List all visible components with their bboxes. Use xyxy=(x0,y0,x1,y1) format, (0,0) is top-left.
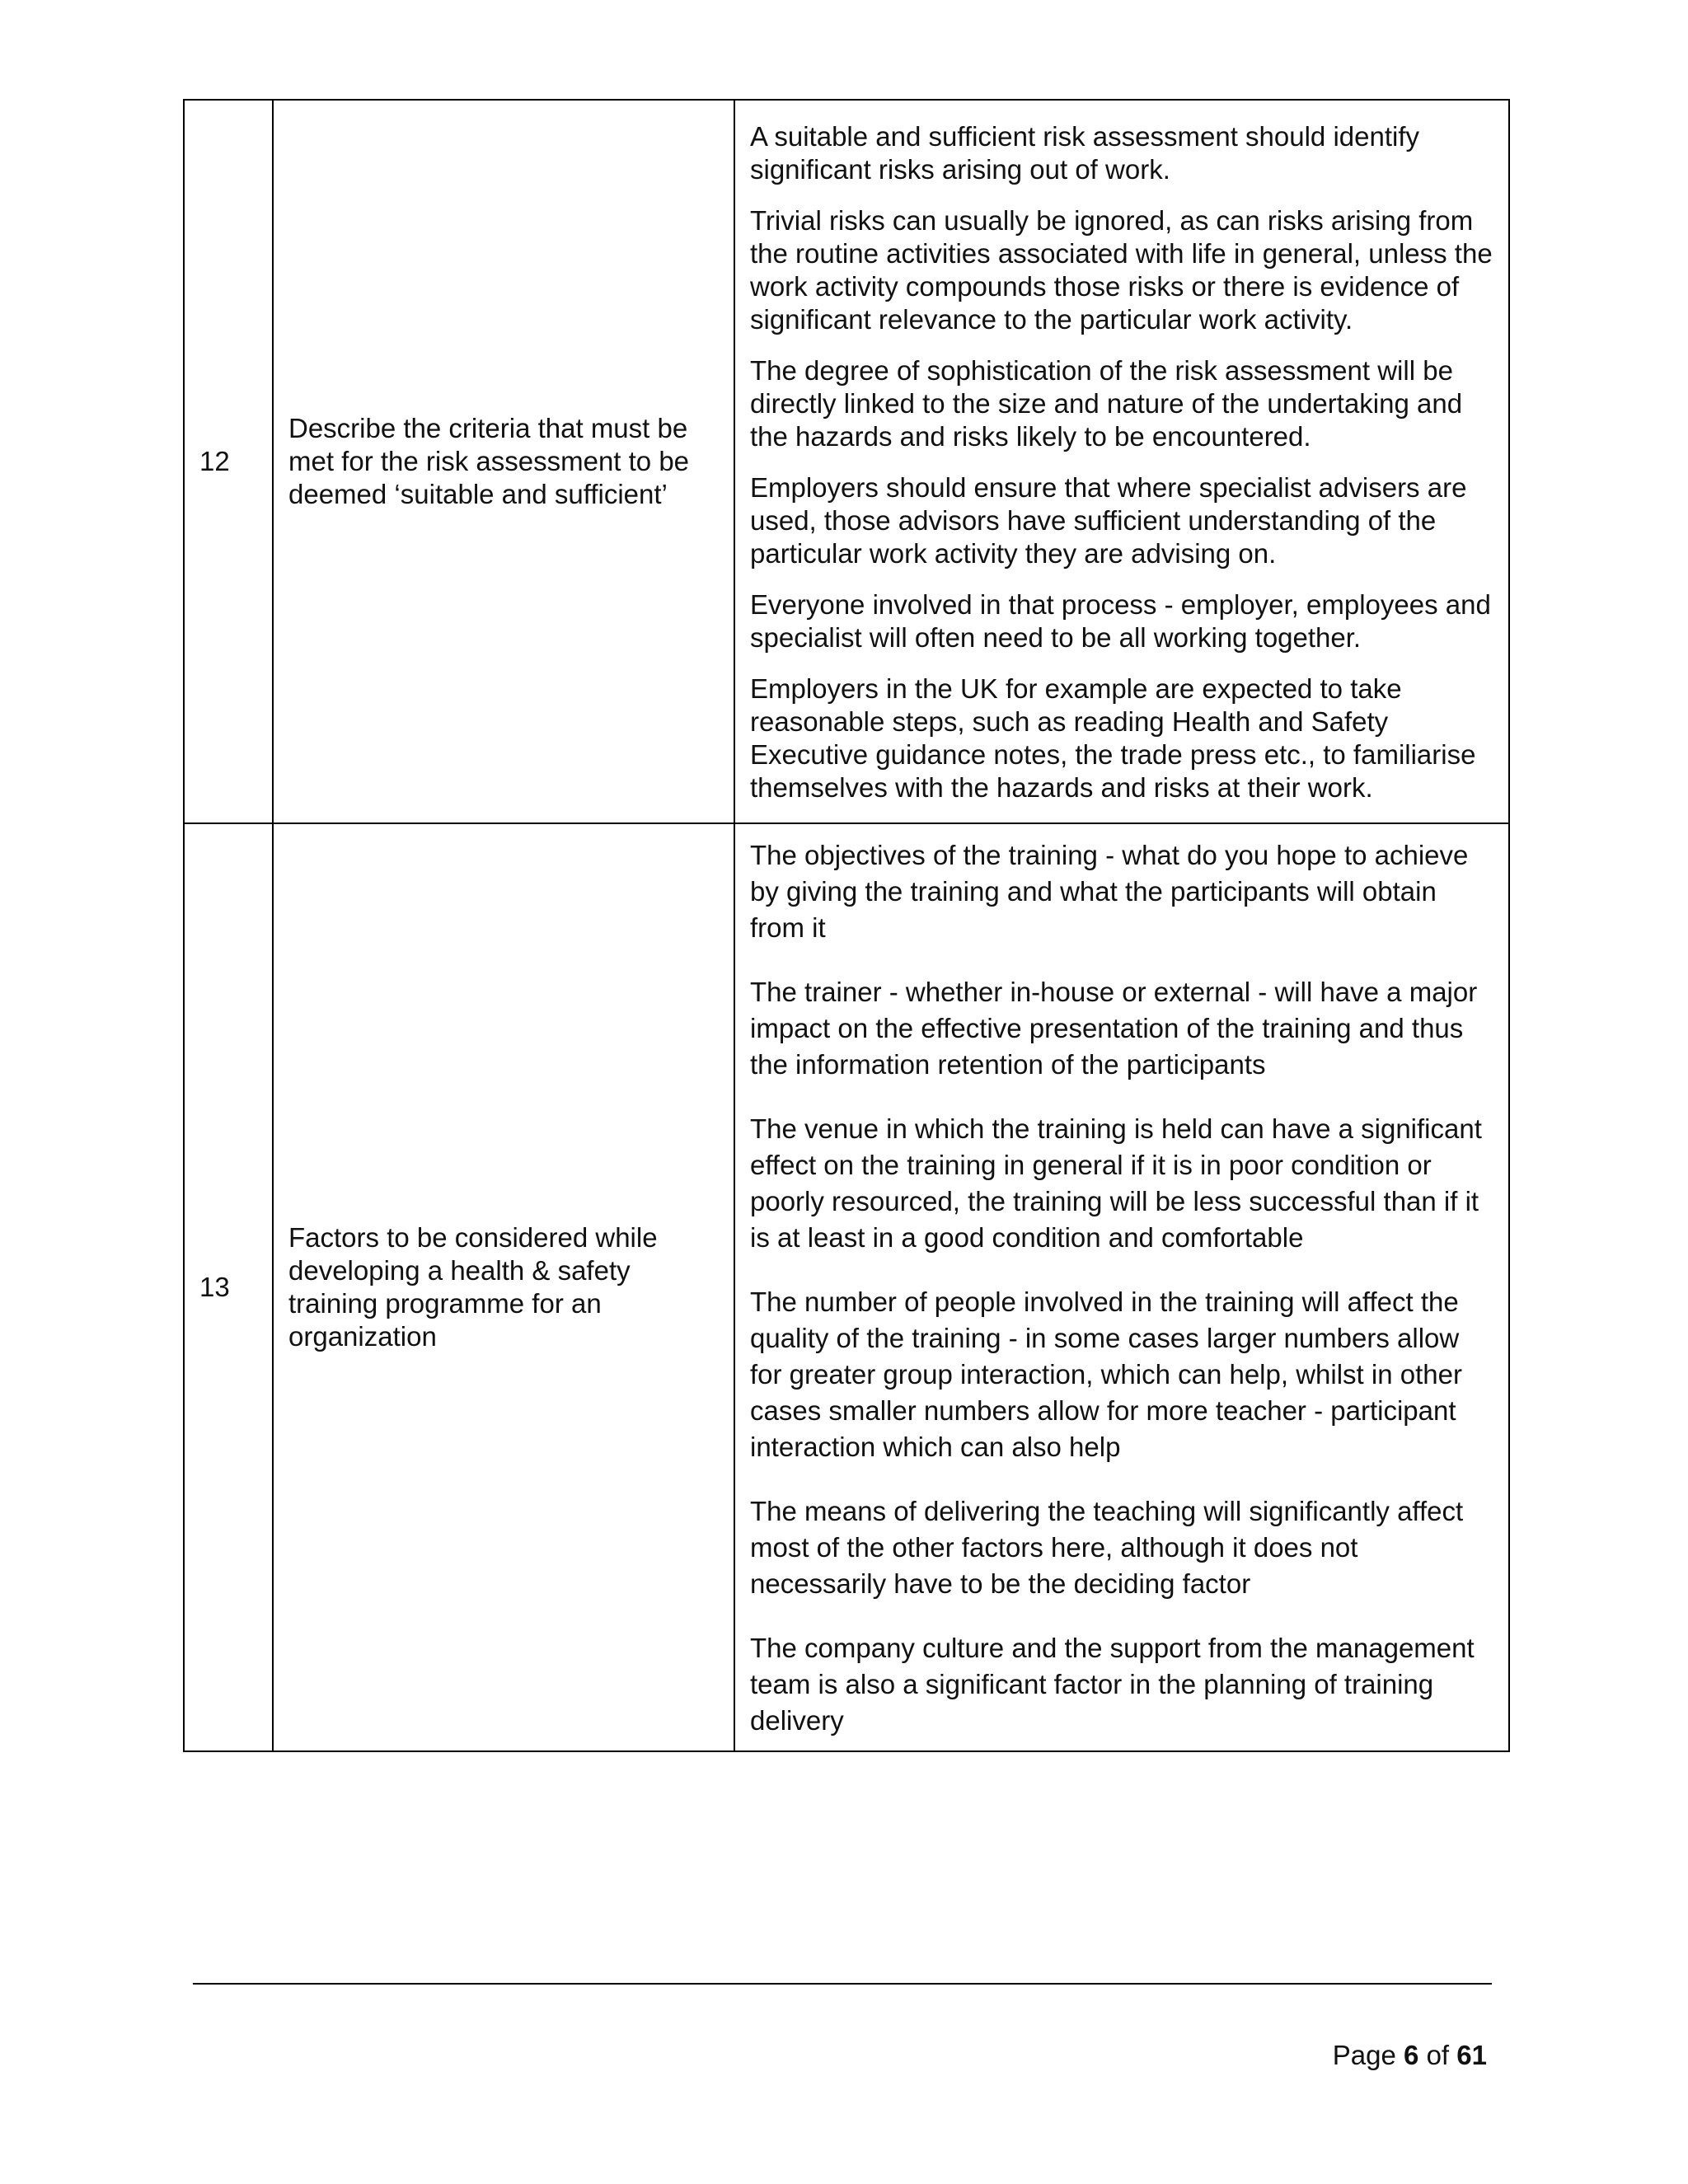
question-number: 12 xyxy=(184,100,273,823)
answer-paragraph: The objectives of the training - what do you hope to achieve by giving the training and what the participants will obtain from it xyxy=(750,840,1469,943)
answer-cell xyxy=(734,823,1509,1751)
answer-paragraph: Employers in the UK for example are expected to take reasonable steps, such as reading Health and Safety Executive guidance notes, the trade press etc., to familiarise themselves with the hazards and risks at their work. xyxy=(750,673,1476,803)
answer-paragraph: The means of delivering the teaching will significantly affect most of the other factors here, although it does not necessarily have to be the deciding factor xyxy=(750,1496,1464,1599)
page-label: Page xyxy=(1332,2040,1396,2070)
page-number xyxy=(1333,2039,1487,2072)
table-row xyxy=(184,100,1509,823)
answer-paragraph: The number of people involved in the training will affect the quality of the training - in some cases larger numbers allow for greater group interaction, which can help, whilst in other cases smaller numbers allow for more teacher - participant interaction which can also help xyxy=(750,1286,1462,1462)
question-text: Describe the criteria that must be met for the risk assessment to be deemed ‘suitable and sufficient’ xyxy=(273,100,734,823)
table-row xyxy=(184,823,1509,1751)
answer-paragraph: Trivial risks can usually be ignored, as can risks arising from the routine activities associated with life in general, unless the work activity compounds those risks or there is evidence of significant relevance to the particular work activity. xyxy=(750,205,1493,335)
answer-paragraph: A suitable and sufficient risk assessment should identify significant risks arising out of work. xyxy=(750,121,1419,185)
answer-paragraph: The trainer - whether in-house or external - will have a major impact on the effective presentation of the training and thus the information retention of the participants xyxy=(750,977,1478,1080)
of-label: of xyxy=(1426,2040,1450,2070)
question-answer-table xyxy=(183,99,1510,1752)
answer-paragraph: Everyone involved in that process - employer, employees and specialist will often need to be all working together. xyxy=(750,589,1491,653)
total-pages-number: 61 xyxy=(1456,2040,1487,2070)
answer-paragraph: Employers should ensure that where specialist advisers are used, those advisors have sufficient understanding of the particular work activity they are advising on. xyxy=(750,472,1467,569)
question-number: 13 xyxy=(184,823,273,1751)
question-text: Factors to be considered while developing a health & safety training programme for an organization xyxy=(273,823,734,1751)
answer-cell xyxy=(734,100,1509,823)
answer-paragraph: The company culture and the support from the management team is also a significant factor in the planning of training delivery xyxy=(750,1633,1475,1736)
answer-paragraph: The degree of sophistication of the risk assessment will be directly linked to the size and nature of the undertaking and the hazards and risks likely to be encountered. xyxy=(750,355,1463,452)
current-page-number: 6 xyxy=(1404,2040,1419,2070)
answer-paragraph: The venue in which the training is held can have a significant effect on the training in general if it is in poor condition or poorly resourced, the training will be less successful than if it is at least in a good condition and comfortable xyxy=(750,1113,1482,1253)
footer-divider xyxy=(193,1983,1492,1985)
